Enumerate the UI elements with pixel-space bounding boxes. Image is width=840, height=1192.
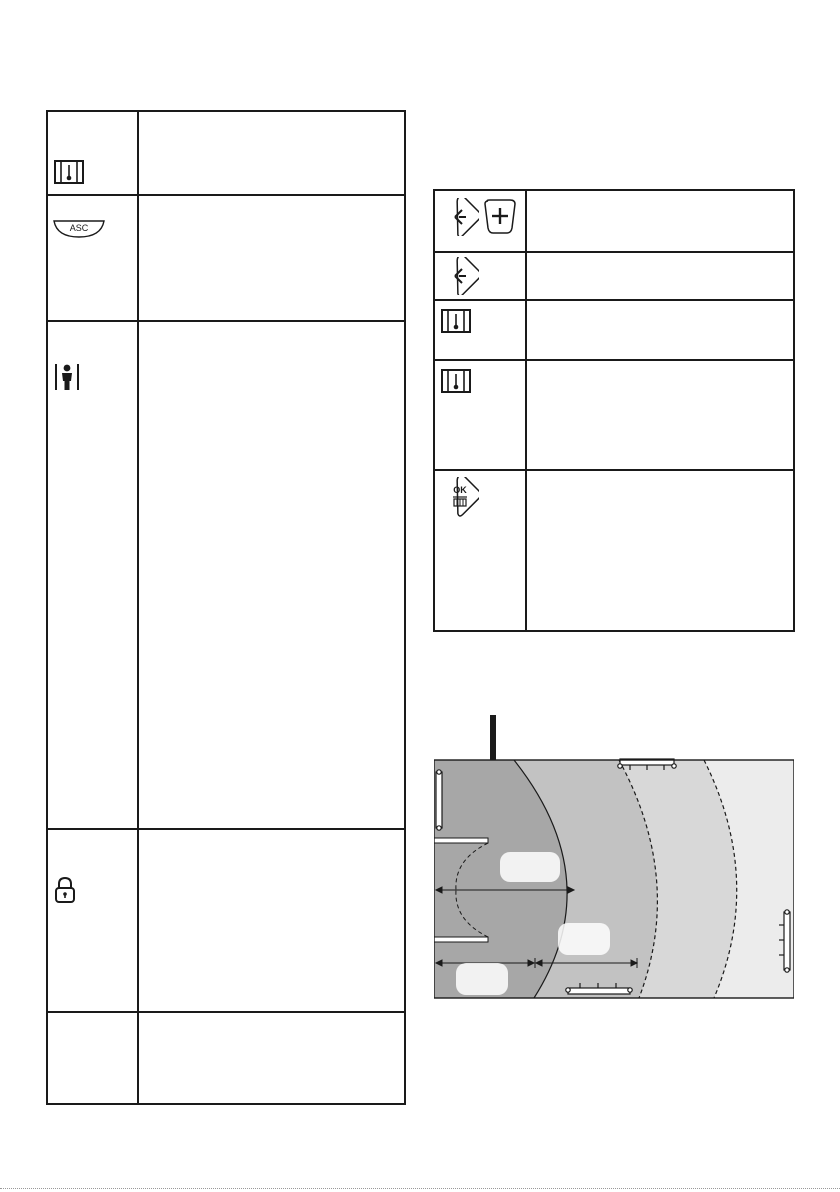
padlock-icon xyxy=(54,876,76,904)
right-table-row-4-text xyxy=(528,361,793,469)
right-table-row-3-text xyxy=(528,301,793,359)
left-table-row-1 xyxy=(48,112,404,194)
door-thermometer-icon xyxy=(441,369,471,393)
ok-key-icon xyxy=(441,477,479,517)
left-table-row-3-text xyxy=(140,322,404,828)
right-table-row-3 xyxy=(435,299,793,359)
left-table-row-5-text xyxy=(140,1013,404,1103)
door-thermometer-icon xyxy=(441,309,471,333)
right-table-row-5 xyxy=(435,469,793,630)
asc-key-label: ASC xyxy=(69,223,89,233)
asc-key-icon xyxy=(53,219,105,239)
door-thermometer-icon xyxy=(54,160,84,184)
right-table-row-4 xyxy=(435,359,793,469)
navigation-arrow-key-icon xyxy=(441,257,479,295)
plus-key-icon xyxy=(482,198,518,236)
left-table-row-3 xyxy=(48,320,404,828)
door-zone-diagram xyxy=(434,715,794,1000)
right-table xyxy=(433,189,795,632)
right-table-row-1-text xyxy=(528,191,793,251)
left-table-row-4-text xyxy=(140,830,404,1011)
right-table-row-5-text xyxy=(528,471,793,630)
right-table-row-2 xyxy=(435,251,793,299)
right-table-row-1 xyxy=(435,191,793,251)
left-table-row-2 xyxy=(48,194,404,320)
left-table-row-5 xyxy=(48,1011,404,1103)
left-table xyxy=(46,110,406,1105)
left-table-row-1-text xyxy=(140,112,404,194)
child-lock-icon xyxy=(54,362,80,392)
ok-key-label: OK xyxy=(453,485,467,495)
page-bottom-rule xyxy=(0,1188,840,1189)
navigation-arrow-key-icon xyxy=(441,198,479,236)
left-table-row-2-text xyxy=(140,196,404,320)
right-table-row-2-text xyxy=(528,253,793,299)
door-zone-diagram-svg xyxy=(434,715,794,1000)
left-table-row-4 xyxy=(48,828,404,1011)
